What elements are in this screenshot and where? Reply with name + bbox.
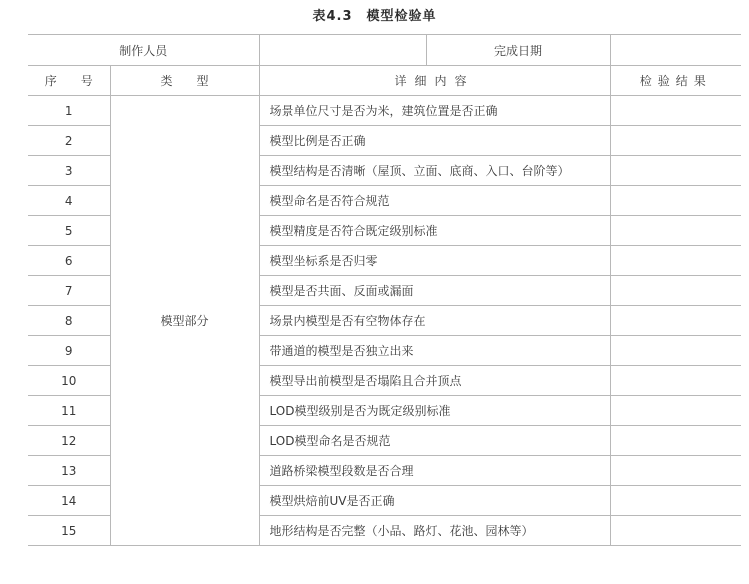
row-number: 7 — [28, 276, 110, 306]
col-header-result: 检验结果 — [610, 66, 741, 96]
row-number: 9 — [28, 336, 110, 366]
maker-label: 制作人员 — [28, 35, 259, 66]
row-detail: 模型导出前模型是否塌陷且合并顶点 — [259, 366, 610, 396]
row-detail: 模型坐标系是否归零 — [259, 246, 610, 276]
row-result-cell[interactable] — [610, 366, 741, 396]
row-detail: 模型是否共面、反面或漏面 — [259, 276, 610, 306]
row-detail: 道路桥梁模型段数是否合理 — [259, 456, 610, 486]
row-detail: 场景内模型是否有空物体存在 — [259, 306, 610, 336]
category-cell: 模型部分 — [110, 96, 259, 546]
row-result-cell[interactable] — [610, 486, 741, 516]
row-number: 3 — [28, 156, 110, 186]
row-result-cell[interactable] — [610, 186, 741, 216]
row-detail: 场景单位尺寸是否为米，建筑位置是否正确 — [259, 96, 610, 126]
row-result-cell[interactable] — [610, 126, 741, 156]
col-header-type: 类 型 — [110, 66, 259, 96]
row-result-cell[interactable] — [610, 156, 741, 186]
table-title: 表4.3 模型检验单 — [312, 9, 437, 24]
col-header-no: 序 号 — [28, 66, 110, 96]
row-number: 13 — [28, 456, 110, 486]
row-result-cell[interactable] — [610, 216, 741, 246]
row-detail: LOD模型命名是否规范 — [259, 426, 610, 456]
row-number: 4 — [28, 186, 110, 216]
row-result-cell[interactable] — [610, 96, 741, 126]
row-number: 1 — [28, 96, 110, 126]
row-number: 6 — [28, 246, 110, 276]
header-row-maker — [28, 35, 741, 66]
col-header-detail: 详细内容 — [259, 66, 610, 96]
table-row — [28, 96, 741, 126]
inspection-table — [28, 34, 741, 546]
row-result-cell[interactable] — [610, 396, 741, 426]
row-result-cell[interactable] — [610, 336, 741, 366]
row-detail: 模型烘焙前UV是否正确 — [259, 486, 610, 516]
row-result-cell[interactable] — [610, 426, 741, 456]
row-number: 12 — [28, 426, 110, 456]
row-number: 5 — [28, 216, 110, 246]
row-detail: LOD模型级别是否为既定级别标准 — [259, 396, 610, 426]
row-number: 10 — [28, 366, 110, 396]
row-result-cell[interactable] — [610, 246, 741, 276]
row-number: 14 — [28, 486, 110, 516]
date-label: 完成日期 — [426, 35, 610, 66]
row-result-cell[interactable] — [610, 456, 741, 486]
row-number: 15 — [28, 516, 110, 546]
row-detail: 模型结构是否清晰（屋顶、立面、底商、入口、台阶等） — [259, 156, 610, 186]
row-number: 2 — [28, 126, 110, 156]
row-number: 11 — [28, 396, 110, 426]
row-detail: 模型比例是否正确 — [259, 126, 610, 156]
row-detail: 模型精度是否符合既定级别标准 — [259, 216, 610, 246]
maker-value-cell[interactable] — [259, 35, 426, 66]
header-row-columns — [28, 66, 741, 96]
row-detail: 地形结构是否完整（小品、路灯、花池、园林等） — [259, 516, 610, 546]
date-value-cell[interactable] — [610, 35, 741, 66]
row-detail: 带通道的模型是否独立出来 — [259, 336, 610, 366]
row-result-cell[interactable] — [610, 306, 741, 336]
row-detail: 模型命名是否符合规范 — [259, 186, 610, 216]
row-result-cell[interactable] — [610, 516, 741, 546]
row-number: 8 — [28, 306, 110, 336]
row-result-cell[interactable] — [610, 276, 741, 306]
